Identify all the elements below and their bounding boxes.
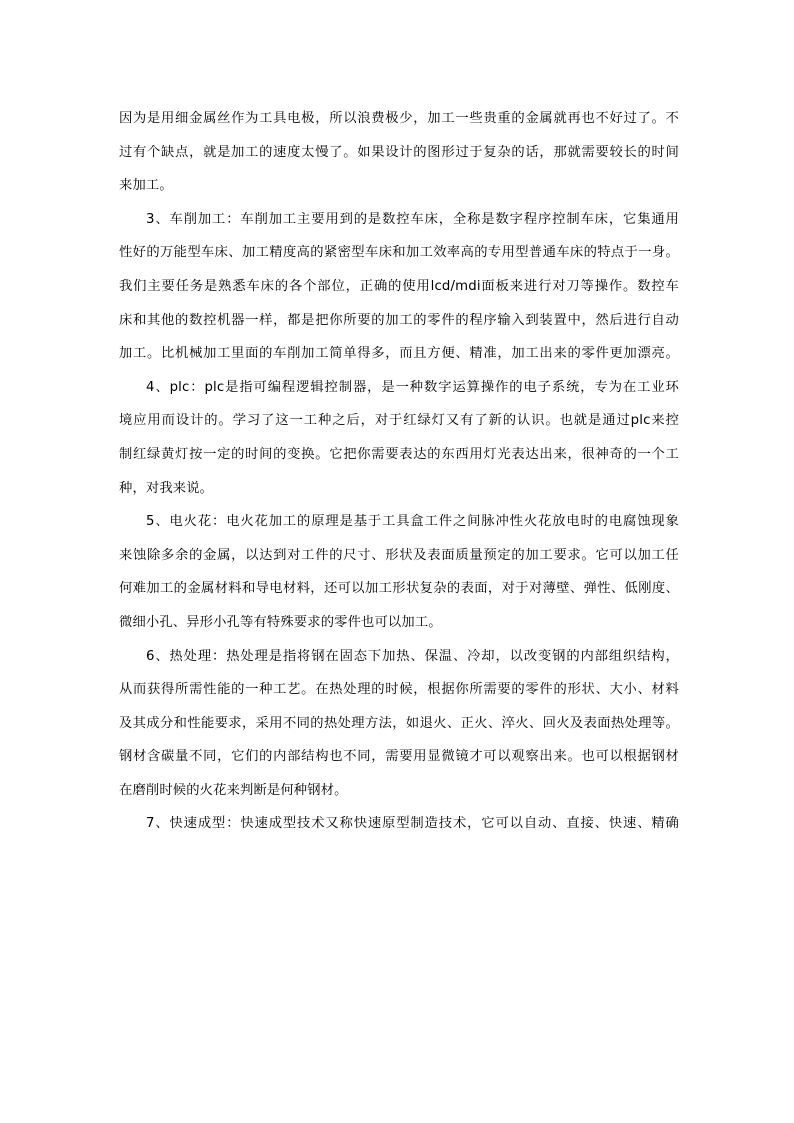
text-line: 微细小孔、异形小孔等有特殊要求的零件也可以加工。 xyxy=(119,614,442,630)
text-line: 4、plc：plc是指可编程逻辑控制器，是一种数字运算操作的电子系统，专为在工业环 xyxy=(146,379,679,395)
text-line: 何难加工的金属材料和导电材料，还可以加工形状复杂的表面，对于对薄壁、弹性、低刚度、 xyxy=(119,581,679,597)
text-line: 在磨削时候的火花来判断是何种钢材。 xyxy=(119,782,348,798)
text-line: 钢材含碳量不同，它们的内部结构也不同，需要用显微镜才可以观察出来。也可以根据钢材 xyxy=(119,749,679,765)
text-line: 性好的万能型车床、加工精度高的紧密型车床和加工效率高的专用型普通车床的特点于一身。 xyxy=(119,245,679,261)
text-line: 从而获得所需性能的一种工艺。在热处理的时候，根据你所需要的零件的形状、大小、材料 xyxy=(119,682,679,698)
text-line: 过有个缺点，就是加工的速度太慢了。如果设计的图形过于复杂的话，那就需要较长的时间 xyxy=(119,144,679,160)
text-line: 5、电火花：电火花加工的原理是基于工具盒工件之间脉冲性火花放电时的电腐蚀现象 xyxy=(146,514,679,530)
document-body xyxy=(119,102,679,841)
text-line: 制红绿黄灯按一定的时间的变换。它把你需要表达的东西用灯光表达出来，很神奇的一个工 xyxy=(119,446,679,462)
text-line: 6、热处理：热处理是指将钢在固态下加热、保温、冷却，以改变钢的内部组织结构， xyxy=(146,648,679,664)
text-line: 种，对我来说。 xyxy=(119,480,214,496)
text-line: 3、车削加工：车削加工主要用到的是数控车床，全称是数字程序控制车床，它集通用 xyxy=(146,211,679,227)
text-line: 来蚀除多余的金属，以达到对工件的尺寸、形状及表面质量预定的加工要求。它可以加工任 xyxy=(119,547,679,563)
text-line: 加工。比机械加工里面的车削加工简单得多，而且方便、精准，加工出来的零件更加漂亮。 xyxy=(119,346,679,362)
text-line: 因为是用细金属丝作为工具电极，所以浪费极少，加工一些贵重的金属就再也不好过了。不 xyxy=(119,111,679,126)
text-line: 境应用而设计的。学习了这一工种之后，对于红绿灯又有了新的认识。也就是通过plc来控 xyxy=(119,413,679,429)
text-line: 7、快速成型：快速成型技术又称快速原型制造技术，它可以自动、直接、快速、精确 xyxy=(146,816,679,832)
text-line: 我们主要任务是熟悉车床的各个部位，正确的使用lcd/mdi面板来进行对刀等操作。数控车 xyxy=(119,278,679,294)
text-line: 及其成分和性能要求，采用不同的热处理方法，如退火、正火、淬火、回火及表面热处理等。 xyxy=(119,715,679,731)
text-line: 床和其他的数控机器一样，都是把你所要的加工的零件的程序输入到装置中，然后进行自动 xyxy=(119,312,679,328)
text-line: 来加工。 xyxy=(119,178,173,194)
